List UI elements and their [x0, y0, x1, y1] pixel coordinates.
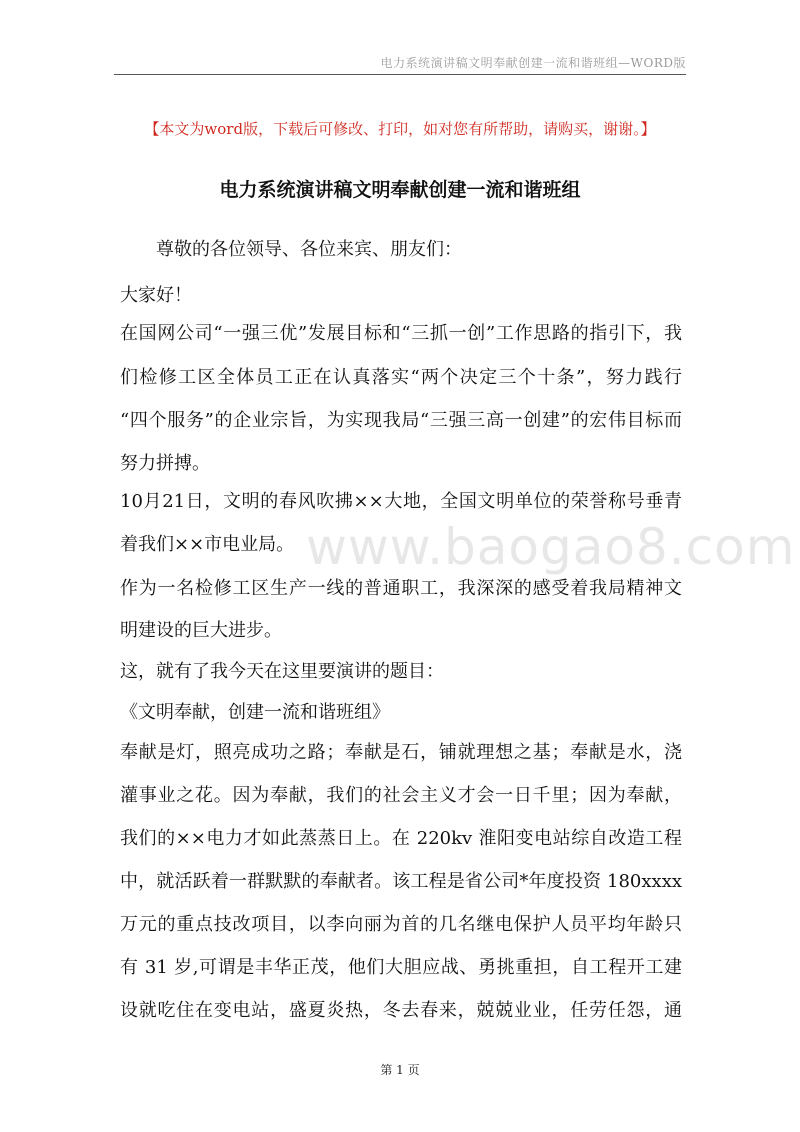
body-line: 设就吃住在变电站，盛夏炎热，冬去春来，兢兢业业，任劳任怨，通	[120, 1000, 682, 1021]
body-line: 中，就活跃着一群默默的奉献者。该工程是省公司*年度投资 180xxxx	[120, 871, 682, 892]
document-title: 电力系统演讲稿文明奉献创建一流和谐班组	[219, 179, 581, 201]
speech-title-line: 《文明奉献，创建一流和谐班组》	[120, 702, 390, 723]
body-line: 我们的××电力才如此蒸蒸日上。在 220kv 淮阳变电站综自改造工程	[120, 828, 682, 849]
body-line: 着我们××市电业局。	[120, 534, 295, 555]
body-line: 奉献是灯，照亮成功之路；奉献是石，铺就理想之基；奉献是水，浇	[120, 742, 682, 763]
body-line: 有 31 岁,可谓是丰华正茂，他们大胆应战、勇挑重担，自工程开工建	[120, 957, 682, 978]
body-line: 作为一名检修工区生产一线的普通职工，我深深的感受着我局精神文	[120, 578, 682, 599]
page-number: 第 1 页	[380, 1063, 420, 1077]
watermark: www.baogao8.com	[306, 518, 796, 576]
body-line: 在国网公司“一强三优”发展目标和“三抓一创”工作思路的指引下，我	[120, 323, 682, 344]
download-notice: 【本文为word版，下载后可修改、打印，如对您有所帮助，请购买，谢谢。】	[144, 120, 656, 138]
body-line: 万元的重点技改项目，以李向丽为首的几名继电保护人员平均年龄只	[120, 914, 682, 935]
body-line: “四个服务”的企业宗旨，为实现我局“三强三高一创建”的宏伟目标而	[120, 410, 682, 431]
body-line: 这，就有了我今天在这里要演讲的题目：	[120, 661, 444, 682]
body-line: 10月21日，文明的春风吹拂××大地，全国文明单位的荣誉称号垂青	[120, 491, 682, 512]
body-line: 明建设的巨大进步。	[120, 620, 282, 641]
header-divider	[114, 74, 686, 75]
greeting-line: 大家好！	[120, 285, 192, 306]
salutation-line: 尊敬的各位领导、各位来宾、朋友们：	[120, 239, 462, 260]
body-line: 们检修工区全体员工正在认真落实“两个决定三个十条”，努力践行	[120, 367, 682, 388]
body-line: 灌事业之花。因为奉献，我们的社会主义才会一日千里；因为奉献，	[120, 785, 682, 806]
running-header: 电力系统演讲稿文明奉献创建一流和谐班组—WORD版	[380, 56, 686, 70]
body-line: 努力拼搏。	[120, 453, 210, 474]
